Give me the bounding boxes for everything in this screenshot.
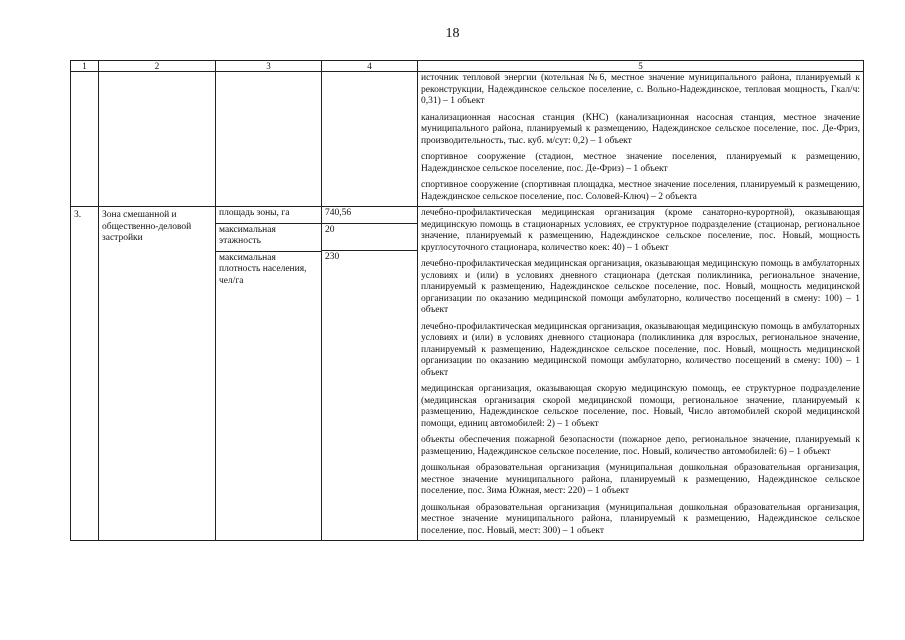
param-value: 740,56 xyxy=(322,207,417,224)
zone-param-values xyxy=(322,207,418,541)
column-number-1: 1 xyxy=(71,61,99,72)
object-entry: спортивное сооружение (стадион, местное значение поселения, планируемый к размещению, Надеждинское сельское поселение, пос. Де-Фриз) – 1 объект xyxy=(421,152,860,174)
cell-number xyxy=(71,72,99,207)
cell-zone xyxy=(99,72,216,207)
param-value: 20 xyxy=(322,224,417,251)
object-entry: лечебно-профилактическая медицинская организация, оказывающая медицинскую помощь в амбулаторных условиях и (или) в условиях дневного стационара (детская поликлиника, региональное значение, планируемый к размещению, Надеждинское сельское поселение, пос. Новый, мощность медицинской организации по оказанию медицинской помощи амбулаторно, количество посещений в смену: 100) – 1 объект xyxy=(421,259,860,315)
zones-table xyxy=(70,60,864,541)
cell-values xyxy=(322,72,418,207)
param-value: 230 xyxy=(325,251,340,262)
column-number-4: 4 xyxy=(322,61,418,72)
object-entry: дошкольная образовательная организация (муниципальная дошкольная образовательная организация, местное значение муниципального района, планируемый к размещению, Надеждинское сельское поселение, пос. Новый, мест: 300) – 1 объект xyxy=(421,502,860,536)
object-entry: объекты обеспечения пожарной безопасности (пожарное депо, региональное значение, планируемый к размещению, Надеждинское сельское поселение, пос. Новый, количество автомобилей: 6) – 1 объект xyxy=(421,435,860,457)
column-number-5: 5 xyxy=(418,61,864,72)
zone-name: Зона смешанной и общественно-деловой застройки xyxy=(99,207,216,541)
object-entry: спортивное сооружение (спортивная площадка, местное значение поселения, планируемый к размещению, Надеждинское сельское поселение, пос. Соловей-Ключ) – 2 объекта xyxy=(421,180,860,202)
cell-params xyxy=(216,72,322,207)
column-number-2: 2 xyxy=(99,61,216,72)
zone-param-names xyxy=(216,207,322,541)
object-entry: медицинская организация, оказывающая скорую медицинскую помощь, ее структурное подразделение (медицинская организация скорой медицинской помощи, региональное значение, планируемый к размещению, Надеждинское сельское поселение, пос. Новый, Число автомобилей скорой медицинской помощи, единиц автомобилей: 2) – 1 объект xyxy=(421,384,860,429)
object-entry: источник тепловой энергии (котельная №6, местное значение муниципального района, планируемый к реконструкции, Надеждинское сельское поселение, с. Вольно-Надеждинское, тепловая мощность, Гкал/ч: 0,31) – 1 объект xyxy=(421,73,860,106)
column-number-row xyxy=(71,61,864,72)
zone-row xyxy=(71,207,864,541)
zone-number: 3. xyxy=(71,207,99,541)
param-name: максимальная этажность xyxy=(216,224,321,252)
param-name: площадь зоны, га xyxy=(216,207,321,224)
object-entry: канализационная насосная станция (КНС) (канализационная насосная станция, местное значение муниципального района, планируемый к размещению, Надеждинское сельское поселение, пос. Де-Фриз, производительность, тыс. куб. м/сут: 0,2) – 1 объект xyxy=(421,112,860,146)
column-number-3: 3 xyxy=(216,61,322,72)
object-entry: лечебно-профилактическая медицинская организация (кроме санаторно-курортной), оказывающая медицинскую помощь в стационарных условиях, ее структурное подразделение (стационар, региональное значение, планируемый к размещению, Надеждинское сельское поселение, пос. Новый, мощность круглосуточного стационара, количество коек: 40) – 1 объект xyxy=(421,208,860,253)
object-entry: лечебно-профилактическая медицинская организация, оказывающая медицинскую помощь в амбулаторных условиях и (или) в условиях дневного стационара (поликлиника для взрослых, региональное значение, планируемый к размещению, Надеждинское сельское поселение, пос. Новый, мощность медицинской организации по оказанию медицинской помощи амбулаторно, количество посещений в смену: 100) – 1 объект xyxy=(421,321,860,378)
page-number: 18 xyxy=(445,26,460,41)
cell-objects xyxy=(418,72,864,207)
param-name: максимальная плотность населения, чел/га xyxy=(219,252,307,286)
continued-row xyxy=(71,72,864,207)
zone-objects xyxy=(418,207,864,541)
object-entry: дошкольная образовательная организация (муниципальная дошкольная образовательная организация, местное значение муниципального района, планируемый к размещению, Надеждинское сельское поселение, пос. Зима Южная, мест: 220) – 1 объект xyxy=(421,463,860,496)
